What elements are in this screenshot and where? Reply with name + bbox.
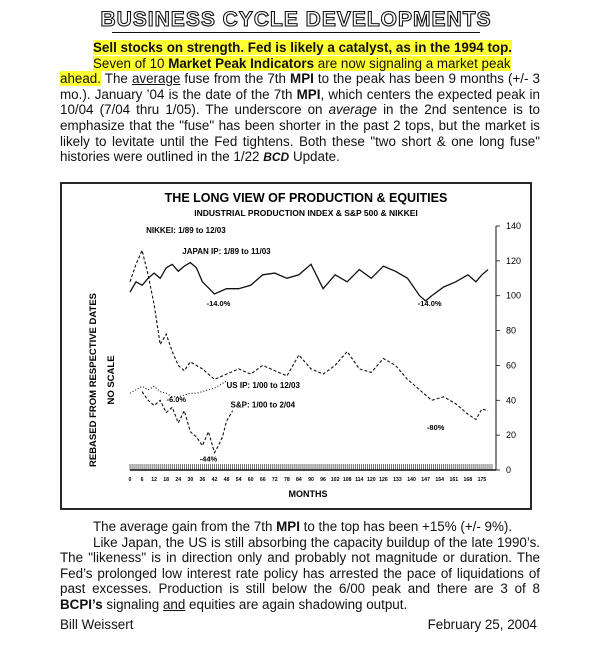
y-tick-label: 60 — [506, 360, 517, 371]
x-tick-label: 6 — [140, 477, 144, 483]
x-tick-label: 12 — [151, 477, 158, 483]
body-text: signaling — [102, 596, 163, 612]
x-tick-label: 60 — [247, 477, 254, 483]
y-axis-label: REBASED FROM RESPECTIVE DATES — [88, 292, 99, 468]
production-equities-chart — [60, 182, 532, 510]
publication-date: February 25, 2004 — [427, 617, 537, 632]
mpi-label: MPI — [276, 519, 300, 534]
x-tick-label: 168 — [463, 477, 473, 483]
series-label-1: NIKKEI: 1/89 to 12/03 — [146, 225, 226, 235]
body-text: equities are again shadowing output. — [185, 596, 408, 612]
annotation-label: -6.0% — [166, 395, 187, 405]
x-tick-label: 30 — [187, 477, 194, 483]
y-tick-label: 0 — [506, 465, 512, 475]
x-tick-label: 140 — [407, 477, 416, 483]
line3-ahead: ahead. — [60, 71, 101, 87]
x-tick-label: 24 — [175, 477, 182, 483]
body-text: Update. — [289, 149, 340, 165]
x-tick-label: 108 — [342, 477, 352, 483]
bcpi-label: BCPI’s — [60, 596, 103, 612]
body-text: fuse from the 7th — [180, 71, 291, 87]
series-label-3: US IP: 1/00 to 12/03 — [226, 381, 300, 391]
y-axis-label-2: NO SCALE — [106, 355, 117, 405]
page-title: BUSINESS CYCLE DEVELOPMENTS — [100, 8, 492, 31]
chart-subtitle: INDUSTRIAL PRODUCTION INDEX & S&P 500 & NIKKEI — [194, 208, 418, 218]
title-underline — [112, 32, 480, 33]
series-label-2: JAPAN IP: 1/89 to 11/03 — [182, 246, 271, 256]
closing-paragraph — [60, 519, 540, 613]
line2-a: Seven of 10 — [93, 55, 169, 71]
y-tick-label: 20 — [506, 430, 517, 441]
author-signature: Bill Weissert — [60, 617, 134, 632]
x-tick-label: 72 — [271, 477, 278, 483]
headline-rest: Fed is likely a catalyst, as in the 1994 top. — [244, 40, 512, 55]
x-tick-label: 147 — [421, 477, 430, 483]
x-tick-label: 78 — [283, 477, 290, 483]
x-tick-label: 54 — [235, 477, 242, 483]
annotation-label: -14.0% — [206, 299, 231, 309]
y-tick-label: 120 — [506, 255, 522, 266]
y-tick-label: 40 — [506, 395, 517, 406]
x-tick-label: 42 — [211, 477, 218, 483]
average-underlined: average — [131, 71, 181, 87]
x-tick-label: 154 — [435, 477, 445, 483]
annotation-label: -14.0% — [417, 299, 442, 309]
annotation-label: -44% — [199, 454, 218, 464]
x-tick-label: 90 — [308, 477, 314, 483]
x-tick-label: 126 — [379, 477, 388, 483]
average-italic: average — [328, 102, 377, 118]
x-tick-label: 48 — [223, 477, 230, 483]
y-tick-label: 80 — [506, 325, 517, 336]
x-tick-label: 36 — [199, 477, 206, 483]
x-tick-label: 133 — [393, 477, 402, 483]
and-underlined: and — [162, 596, 186, 612]
x-tick-label: 84 — [296, 477, 302, 483]
body-text: to the top has been +15% (+/- 9%). — [299, 519, 513, 534]
body-text: The — [100, 71, 132, 87]
x-tick-label: 96 — [320, 477, 326, 483]
body-text: Like Japan, the US is still absorbing the capacity buildup of the late 1990’s. The "likeness" is in direction only and probably not magnitude or duration. The Fed’s prolonged low interest rate policy has arrested the pace of liquidations of past excesses. Production is still below the 6/00 peak and there are 3 of 8 — [60, 534, 540, 597]
body-text: The average gain from the 7th — [93, 519, 277, 534]
mpi-label: MPI — [296, 86, 321, 102]
chart-container — [60, 182, 532, 510]
headline-bold: Sell stocks on strength. — [93, 40, 245, 55]
y-tick-label: 140 — [506, 221, 522, 231]
x-tick-label: 120 — [367, 477, 376, 483]
x-tick-label: 114 — [355, 477, 364, 483]
annotation-label: -80% — [426, 422, 445, 432]
body-text: to the peak has been 9 months (+/- 3 mo.). January ’04 is the date of the 7th — [60, 71, 540, 102]
mpi-term: Market Peak Indicators — [168, 55, 315, 71]
series-label-4: S&P: 1/00 to 2/04 — [230, 400, 296, 410]
body-text: in the 2nd sentence is to emphasize that the "fuse" has been shorter in the past 2 tops, but the market is likely to levitate until the Fed tightens. Both these "two short & one long fuse" histories were outlined in the 1/22 — [60, 102, 541, 165]
mpi-label: MPI — [290, 71, 314, 87]
body-text: , which centers the expected peak in 10/04 (7/04 thru 1/05). The underscore on — [60, 86, 540, 118]
y-tick-label: 100 — [506, 290, 522, 301]
chart-frame — [61, 183, 531, 509]
x-tick-label: 175 — [477, 477, 487, 483]
x-tick-label: 102 — [330, 477, 340, 483]
x-tick-label: 161 — [449, 477, 459, 483]
x-tick-label: 18 — [163, 477, 170, 483]
x-tick-label: 0 — [128, 477, 132, 483]
x-tick-label: 66 — [259, 477, 266, 483]
chart-title: THE LONG VIEW OF PRODUCTION & EQUITIES — [164, 191, 448, 205]
intro-paragraph — [60, 40, 540, 166]
x-axis-label: MONTHS — [288, 489, 328, 499]
bcd-label: BCD — [263, 150, 290, 165]
line2-c: are now signaling a market peak — [314, 55, 511, 71]
